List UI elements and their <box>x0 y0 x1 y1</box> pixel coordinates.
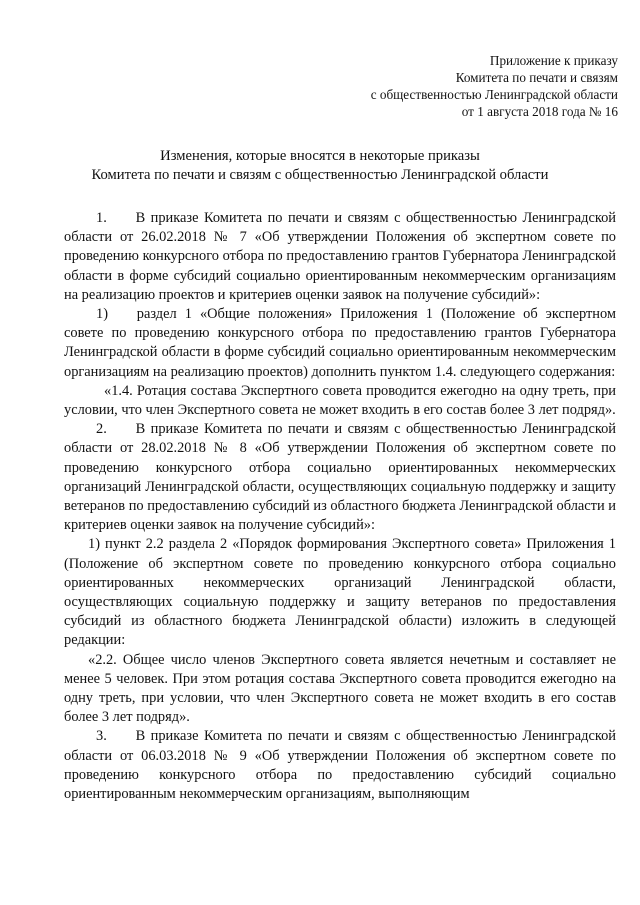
appendix-header-line: Приложение к приказу <box>489 53 618 68</box>
item-1-quote: «1.4. Ротация состава Экспертного совета проводится ежегодно на одну треть, при условии, что член Экспертного совета не может входить в его состав более 3 лет подряд». <box>64 382 616 419</box>
document-title-line-2: Комитета по печати и связям с общественностью Ленинградской области <box>91 167 549 183</box>
item-2-quote: «2.2. Общее число членов Экспертного совета является нечетным и составляет не менее 5 человек. При этом ротация состава Экспертного совета проводится ежегодно на одну треть, при условии, что член Экспертного совета не может входить в его состав более 3 лет подряд». <box>64 651 616 726</box>
appendix-header-line: от 1 августа 2018 года № 16 <box>461 104 618 119</box>
appendix-header-line: Комитета по печати и связям <box>455 70 618 85</box>
document-title <box>0 147 640 185</box>
document-body <box>64 209 616 804</box>
document-title-line-1: Изменения, которые вносятся в некоторые приказы <box>160 148 480 164</box>
item-3-paragraph: 3. В приказе Комитета по печати и связям с общественностью Ленинградской области от 06.03.2018 № 9 «Об утверждении Положения об экспертном совете по проведению конкурсного отбора по предоставлению субсидий социально ориентированным некоммерческим организациям, выполняющим <box>64 728 616 803</box>
item-2-subitem-1: 1) пункт 2.2 раздела 2 «Порядок формирования Экспертного совета» Приложения 1 (Положение об экспертном совете по проведению конкурсного отбора социально ориентированных некоммерческих организаций Ленинградской области, осуществляющих социальную поддержку и защиту ветеранов по предоставления субсидий из областного бюджета Ленинградской области) изложить в следующей редакции: <box>64 536 616 649</box>
item-2-paragraph: 2. В приказе Комитета по печати и связям с общественностью Ленинградской области от 28.02.2018 № 8 «Об утверждении Положения об экспертном совете по проведению конкурсного отбора социально ориентированных некоммерческих организаций Ленинградской области, осуществляющих социальную поддержку и защиту ветеранов по предоставлению субсидий из областного бюджета Ленинградской области и критериев оценки заявок на получение субсидий»: <box>64 421 616 534</box>
item-1-paragraph: 1. В приказе Комитета по печати и связям с общественностью Ленинградской области от 26.02.2018 № 7 «Об утверждении Положения об экспертном совете по проведению конкурсного отбора по предоставлению грантов Губернатора Ленинградской области в форме субсидий социально ориентированным некоммерческим организациям на реализацию проектов и критериев оценки заявок на получение субсидий»: <box>64 210 616 303</box>
appendix-header <box>371 52 618 120</box>
appendix-header-line: с общественностью Ленинградской области <box>370 87 618 102</box>
item-1-subitem-1: 1) раздел 1 «Общие положения» Приложения 1 (Положение об экспертном совете по проведению конкурсного отбора по предоставлению грантов Губернатора Ленинградской области в форме субсидий социально ориентированным некоммерческим организациям на реализацию проектов) дополнить пунктом 1.4. следующего содержания: <box>64 306 616 380</box>
